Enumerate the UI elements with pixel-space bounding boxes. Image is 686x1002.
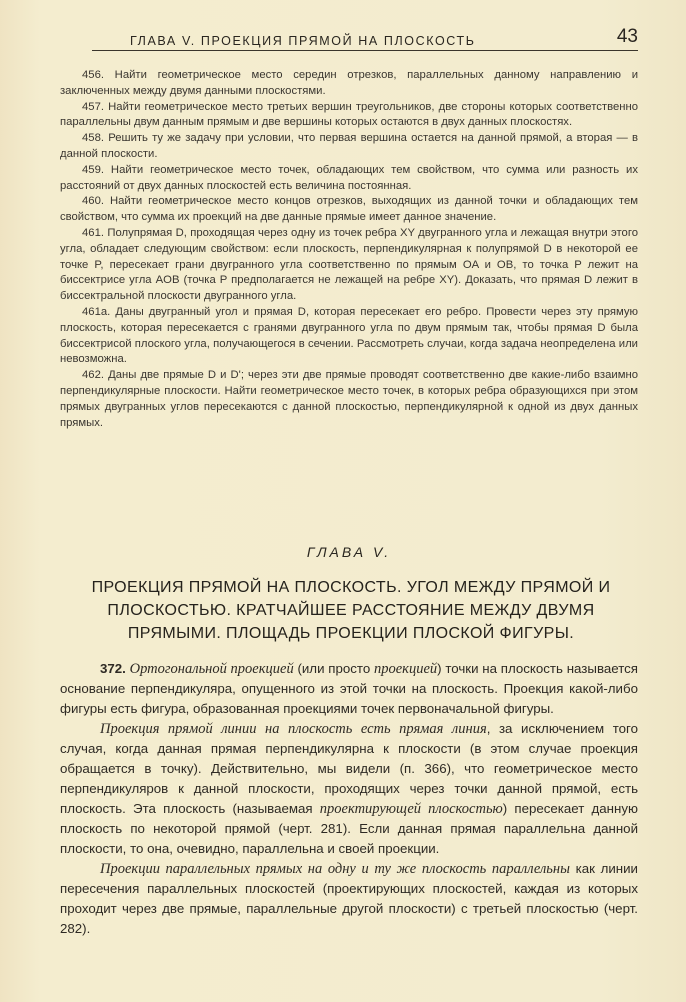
problem-457: 457. Найти геометрическое место третьих вершин треугольников, две стороны которых соответственно параллельны двум данным прямым и две вершины которых остаются в двух данных плоскостях. <box>60 100 639 129</box>
problems-list <box>60 68 638 431</box>
paragraph-2: Проекция прямой линии на плоскость есть прямая линия, за исключением того случая, когда данная прямая перпендикулярна к плоскости (в этом случае проекция обращается в точку). Действительно, мы видели (п. 366), что геометрическое место перпендикуляров к данной плоскости, проходящих через точки данной прямой, есть плоскость. Эта плоскость (называемая проектирующей плоскостью) пересекает данную плоскость по некоторой прямой (черт. 281). Если данная прямая параллельна данной плоскости, то она, очевидно, параллельна и своей проекции. <box>60 721 638 856</box>
page-number: 43 <box>616 26 638 47</box>
problem-462: 462. Даны две прямые D и D'; через эти две прямые проводят соответственно две какие-либо взаимно перпендикулярные плоскости. Найти геометрическое место точек, в которых ребра образующихся при этом прямых двугранных углов пересекаются с данной плоскостью, перпендикулярной к одной из двух данных прямых. <box>60 369 638 429</box>
header-rule <box>92 50 638 51</box>
running-head-title: ГЛАВА V. ПРОЕКЦИЯ ПРЯМОЙ НА ПЛОСКОСТЬ <box>130 34 476 48</box>
paragraph-3: Проекции параллельных прямых на одну и ту же плоскость параллельны как линии пересечения параллельных плоскостей (проектирующих плоскостей, каждая из которых проходит через две прямые, параллельные другой плоскости) с третьей плоскостью (черт. 282). <box>60 861 638 936</box>
chapter-label: ГЛАВА V. <box>306 544 392 560</box>
running-head <box>60 26 638 50</box>
problem-461a: 461a. Даны двугранный угол и прямая D, которая пересекает его ребро. Провести через эту прямую плоскость, которая пересекается с гранями двугранного угла по двум прямым так, чтобы прямая D была биссектрисой плоского угла, получающегося в сечении. Рассмотреть случаи, когда задача неопределена или невозможна. <box>60 305 639 366</box>
problem-461: 461. Полупрямая D, проходящая через одну из точек ребра XY двугранного угла и лежащая внутри этого угла, обладает следующим свойством: если плоскость, перпендикулярная к полупрямой D в некоторой ее точке P, пересекает грани двугранного угла соответственно по прямым OA и OB, то точка P лежит на биссектрисе угла AOB (точка P предполагается не лежащей на ребре XY). Доказать, что прямая D лежит в биссектральной плоскости двугранного угла. <box>60 226 638 303</box>
problem-460: 460. Найти геометрическое место концов отрезков, выходящих из данной точки и обладающих тем свойством, что сумма их проекций на две данные прямые имеет данное значение. <box>60 195 638 224</box>
section-372 <box>60 659 638 939</box>
section-number: 372. <box>100 661 126 676</box>
paragraph-1: 372. Ортогональной проекцией (или просто проекцией) точки на плоскость называется основание перпендикуляра, опущенного из этой точки на плоскость. Проекция какой-либо фигуры есть фигура, образованная проекциями точек первоначальной фигуры. <box>60 661 638 716</box>
book-page <box>60 26 639 936</box>
problem-456: 456. Найти геометрическое место середин отрезков, параллельных данному направлению и заключенных между двумя данными плоскостями. <box>60 69 638 97</box>
problem-459: 459. Найти геометрическое место точек, обладающих тем свойством, что сумма или разность их расстояний от двух данных плоскостей есть величина постоянная. <box>60 163 638 192</box>
problem-458: 458. Решить ту же задачу при условии, что первая вершина остается на данной прямой, а вторая — в данной плоскости. <box>60 132 638 160</box>
chapter-title: ПРОЕКЦИЯ ПРЯМОЙ НА ПЛОСКОСТЬ. УГОЛ МЕЖДУ ПРЯМОЙ И ПЛОСКОСТЬЮ. КРАТЧАЙШЕЕ РАССТОЯНИЕ МЕЖДУ ДВУМЯ ПРЯМЫМИ. ПЛОЩАДЬ ПРОЕКЦИИ ПЛОСКОЙ ФИГУРЫ. <box>91 579 611 642</box>
chapter-heading <box>60 544 638 645</box>
